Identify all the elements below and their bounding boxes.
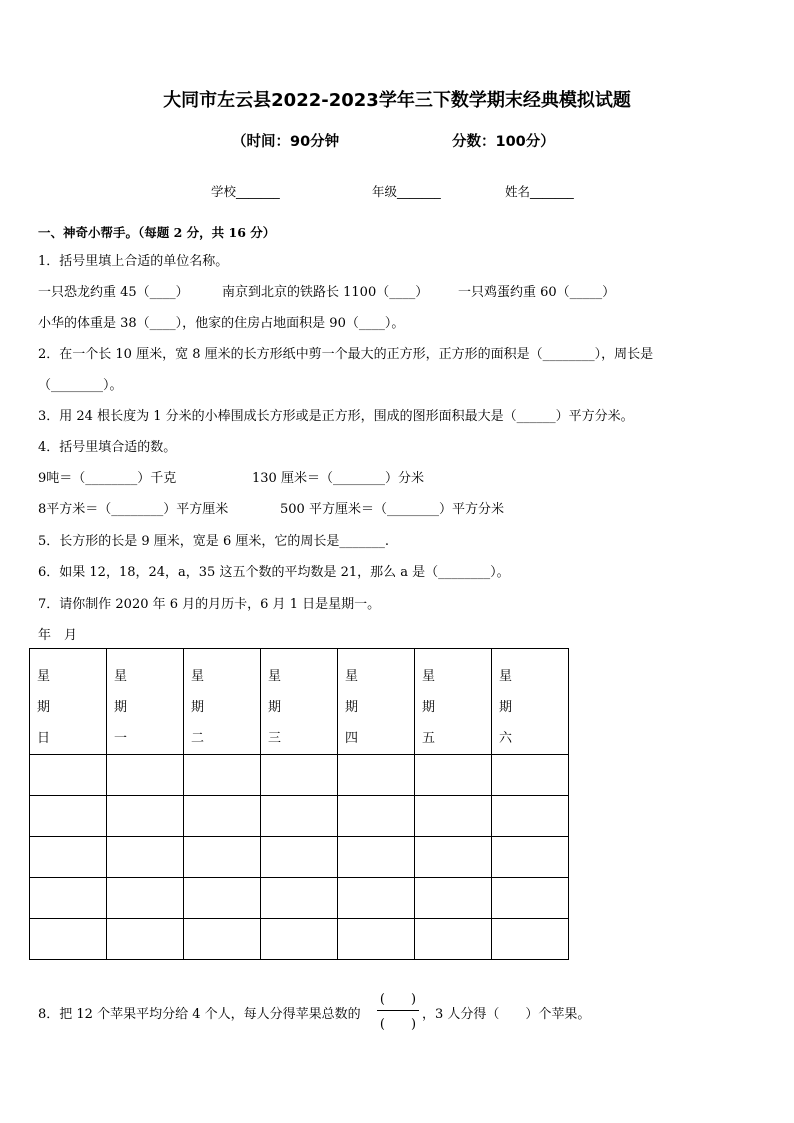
- q1-item-d: 小华的体重是 38（____），他家的住房占地面积是 90（____）。: [38, 316, 405, 331]
- calendar-header-cell: [492, 649, 569, 755]
- calendar-header-cell: [261, 649, 338, 755]
- calendar-day-cell[interactable]: [184, 755, 261, 796]
- q4-item-c: 8平方米＝（________）平方厘米: [38, 502, 229, 517]
- calendar-day-cell[interactable]: [261, 919, 338, 960]
- calendar-day-cell[interactable]: [184, 796, 261, 837]
- grade-field: 年级_______: [372, 184, 441, 199]
- calendar-day-cell[interactable]: [415, 755, 492, 796]
- calendar-day-cell[interactable]: [30, 878, 107, 919]
- calendar-year-month: 年 月: [38, 628, 78, 643]
- calendar-day-cell[interactable]: [415, 878, 492, 919]
- weekday-friday: 星期五: [422, 669, 436, 746]
- calendar-day-cell[interactable]: [492, 796, 569, 837]
- calendar-table: [29, 648, 569, 960]
- weekday-wednesday: 星期三: [268, 669, 282, 746]
- calendar-day-cell[interactable]: [30, 919, 107, 960]
- calendar-header-cell: [415, 649, 492, 755]
- q4-item-a: 9吨＝（________）千克: [38, 471, 177, 486]
- school-field: 学校_______: [211, 184, 280, 199]
- name-field: 姓名_______: [505, 184, 574, 199]
- calendar-day-cell[interactable]: [492, 919, 569, 960]
- calendar-day-cell[interactable]: [338, 755, 415, 796]
- weekday-saturday: 星期六: [499, 669, 513, 746]
- calendar-day-cell[interactable]: [415, 919, 492, 960]
- fraction-numerator: ( ): [379, 992, 417, 1007]
- calendar-day-cell[interactable]: [261, 796, 338, 837]
- q2-line2: （________）。: [38, 378, 123, 393]
- calendar-day-cell[interactable]: [415, 796, 492, 837]
- calendar-day-cell[interactable]: [107, 837, 184, 878]
- calendar-week-row: [30, 796, 569, 837]
- weekday-tuesday: 星期二: [191, 669, 205, 746]
- calendar-day-cell[interactable]: [261, 755, 338, 796]
- calendar-day-cell[interactable]: [107, 755, 184, 796]
- calendar-day-cell[interactable]: [107, 878, 184, 919]
- calendar-header-row: [30, 649, 569, 755]
- calendar-day-cell[interactable]: [492, 837, 569, 878]
- q1-item-b: 南京到北京的铁路长 1100（____）: [222, 285, 429, 300]
- calendar-day-cell[interactable]: [30, 796, 107, 837]
- q8-fraction: [375, 986, 421, 1034]
- calendar-week-row: [30, 755, 569, 796]
- exam-time: （时间：90分钟: [232, 134, 340, 150]
- weekday-thursday: 星期四: [345, 669, 359, 746]
- calendar-day-cell[interactable]: [261, 837, 338, 878]
- q5-text: 5．长方形的长是 9 厘米，宽是 6 厘米，它的周长是_______.: [38, 534, 389, 549]
- calendar-day-cell[interactable]: [338, 919, 415, 960]
- calendar-header-cell: [184, 649, 261, 755]
- q3-text: 3．用 24 根长度为 1 分米的小棒围成长方形或是正方形，围成的图形面积最大是（______）平方分米。: [38, 409, 634, 424]
- page-title: 大同市左云县2022-2023学年三下数学期末经典模拟试题: [163, 90, 631, 111]
- q8-text-before: 8．把 12 个苹果平均分给 4 个人，每人分得苹果总数的: [38, 1007, 361, 1022]
- calendar-day-cell[interactable]: [30, 837, 107, 878]
- q4-item-d: 500 平方厘米＝（________）平方分米: [280, 502, 504, 517]
- weekday-sunday: 星期日: [37, 669, 51, 746]
- calendar-day-cell[interactable]: [338, 878, 415, 919]
- section-heading: 一、神奇小帮手。（每题 2 分，共 16 分）: [38, 225, 276, 240]
- q6-text: 6．如果 12，18，24，a，35 这五个数的平均数是 21，那么 a 是（________）。: [38, 565, 510, 580]
- calendar-day-cell[interactable]: [184, 837, 261, 878]
- calendar-header-cell: [107, 649, 184, 755]
- calendar-day-cell[interactable]: [415, 837, 492, 878]
- weekday-monday: 星期一: [114, 669, 128, 746]
- q4-stem: 4．括号里填合适的数。: [38, 440, 177, 455]
- calendar-day-cell[interactable]: [107, 796, 184, 837]
- calendar-day-cell[interactable]: [184, 919, 261, 960]
- calendar-day-cell[interactable]: [261, 878, 338, 919]
- calendar-day-cell[interactable]: [184, 878, 261, 919]
- calendar-week-row: [30, 919, 569, 960]
- q1-stem: 1．括号里填上合适的单位名称。: [38, 254, 229, 269]
- fraction-bar: [377, 1010, 419, 1011]
- calendar-week-row: [30, 878, 569, 919]
- calendar-day-cell[interactable]: [492, 755, 569, 796]
- fraction-denominator: ( ): [379, 1017, 417, 1032]
- calendar-day-cell[interactable]: [30, 755, 107, 796]
- calendar-day-cell[interactable]: [338, 837, 415, 878]
- q8-text-after: ，3 人分得（ ）个苹果。: [422, 1007, 591, 1022]
- q4-item-b: 130 厘米＝（________）分米: [252, 471, 424, 486]
- calendar-header-cell: [30, 649, 107, 755]
- q7-text: 7．请你制作 2020 年 6 月的月历卡，6 月 1 日是星期一。: [38, 597, 381, 612]
- calendar-day-cell[interactable]: [338, 796, 415, 837]
- q2-line1: 2．在一个长 10 厘米，宽 8 厘米的长方形纸中剪一个最大的正方形，正方形的面积是（________），周长是: [38, 347, 654, 362]
- exam-score: 分数：100分）: [452, 134, 555, 150]
- calendar-day-cell[interactable]: [492, 878, 569, 919]
- q1-item-c: 一只鸡蛋约重 60（_____）: [458, 285, 616, 300]
- calendar-day-cell[interactable]: [107, 919, 184, 960]
- calendar-week-row: [30, 837, 569, 878]
- q1-item-a: 一只恐龙约重 45（____）: [38, 285, 189, 300]
- calendar-header-cell: [338, 649, 415, 755]
